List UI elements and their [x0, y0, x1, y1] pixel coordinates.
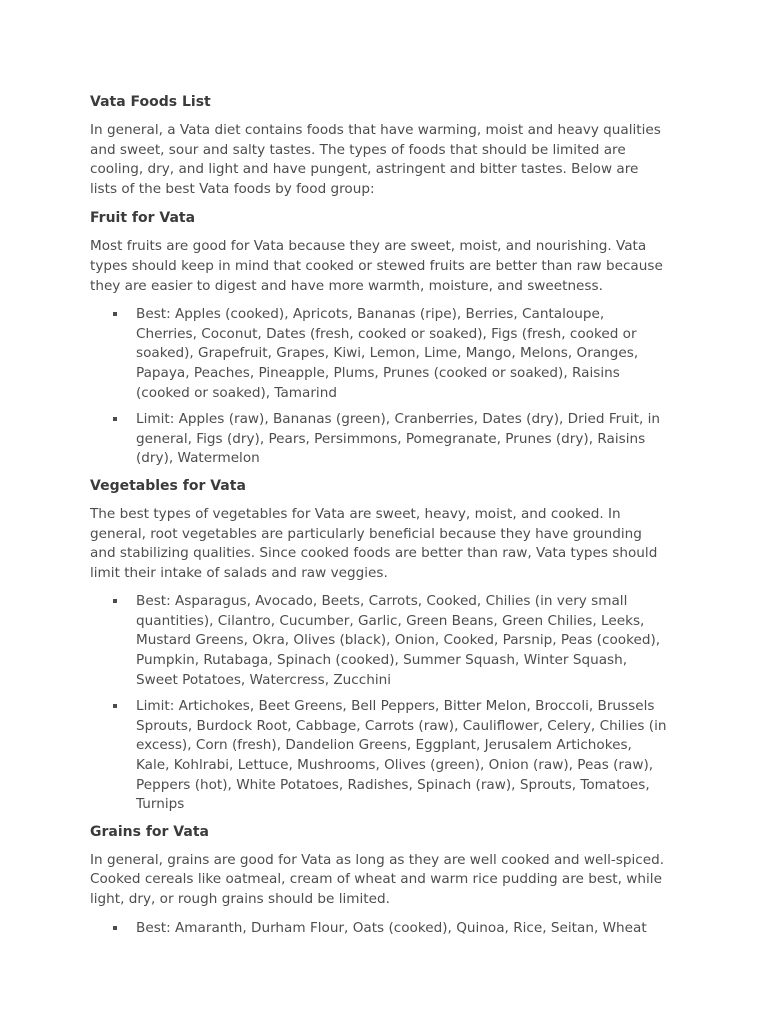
section-heading-vegetables: Vegetables for Vata [90, 477, 246, 494]
bullet-icon [113, 926, 117, 930]
list-item-text: Best: Amaranth, Durham Flour, Oats (cooked), Quinoa, Rice, Seitan, Wheat [136, 919, 647, 936]
list-item-text: Best: Apples (cooked), Apricots, Bananas (ripe), Berries, Cantaloupe, Cherries, Coconut, Dates (fresh, cooked or soaked), Figs (fresh, cooked or soaked), Grapefruit, Grapes, Kiwi, Lemon, Lime, Mango, Melons, Oranges, Papaya, Peaches, Pineapple, Plums, Prunes (cooked or soaked), Raisins (cooked or soaked), Tamarind [136, 306, 639, 401]
intro-paragraph: In general, a Vata diet contains foods that have warming, moist and heavy qualities and sweet, sour and salty tastes. The types of foods that should be limited are cooling, dry, and light and have pungent, astringent and bitter tastes. Below are lists of the best Vata foods by food group: [90, 122, 661, 197]
bullet-icon [113, 312, 117, 316]
section-body-grains: In general, grains are good for Vata as long as they are well cooked and well-spiced. Cooked cereals like oatmeal, cream of wheat and warm rice pudding are best, while light, dry, or rough grains should be limited. [90, 851, 665, 907]
section-body-vegetables: The best types of vegetables for Vata are sweet, heavy, moist, and cooked. In general, root vegetables are particularly beneficial because they have grounding and stabilizing qualities. Since cooked foods are better than raw, Vata types should limit their intake of salads and raw veggies. [90, 505, 658, 581]
bullet-icon [113, 704, 117, 708]
list-item-text: Limit: Apples (raw), Bananas (green), Cranberries, Dates (dry), Dried Fruit, in general, Figs (dry), Pears, Persimmons, Pomegranate, Prunes (dry), Raisins (dry), Watermelon [136, 411, 660, 467]
list-item [136, 592, 668, 690]
fruit-list [90, 305, 668, 469]
section-heading-grains: Grains for Vata [90, 823, 209, 840]
grains-list [90, 919, 668, 939]
section-body-fruit: Most fruits are good for Vata because they are sweet, moist, and nourishing. Vata types should keep in mind that cooked or stewed fruits are better than raw because they are easier to digest and have more warmth, moisture, and sweetness. [90, 238, 663, 294]
list-item [136, 410, 668, 469]
list-item-text: Limit: Artichokes, Beet Greens, Bell Peppers, Bitter Melon, Broccoli, Brussels Sprouts, Burdock Root, Cabbage, Carrots (raw), Cauliflower, Celery, Chilies (in excess), Corn (fresh), Dandelion Greens, Eggplant, Jerusalem Artichokes, Kale, Kohlrabi, Lettuce, Mushrooms, Olives (green), Onion (raw), Peas (raw), Peppers (hot), White Potatoes, Radishes, Spinach (raw), Sprouts, Tomatoes, Turnips [136, 698, 667, 813]
list-item [136, 305, 668, 403]
vegetables-list [90, 592, 668, 815]
section-heading-fruit: Fruit for Vata [90, 210, 196, 227]
list-item-text: Best: Asparagus, Avocado, Beets, Carrots, Cooked, Chilies (in very small quantities), Cilantro, Cucumber, Garlic, Green Beans, Green Chilies, Leeks, Mustard Greens, Okra, Olives (black), Onion, Cooked, Parsnip, Peas (cooked), Pumpkin, Rutabaga, Spinach (cooked), Summer Squash, Winter Squash, Sweet Potatoes, Watercress, Zucchini [136, 593, 661, 688]
document-title: Vata Foods List [90, 94, 211, 110]
bullet-icon [113, 417, 117, 421]
bullet-icon [113, 599, 117, 603]
list-item [136, 919, 668, 939]
list-item [136, 697, 668, 815]
